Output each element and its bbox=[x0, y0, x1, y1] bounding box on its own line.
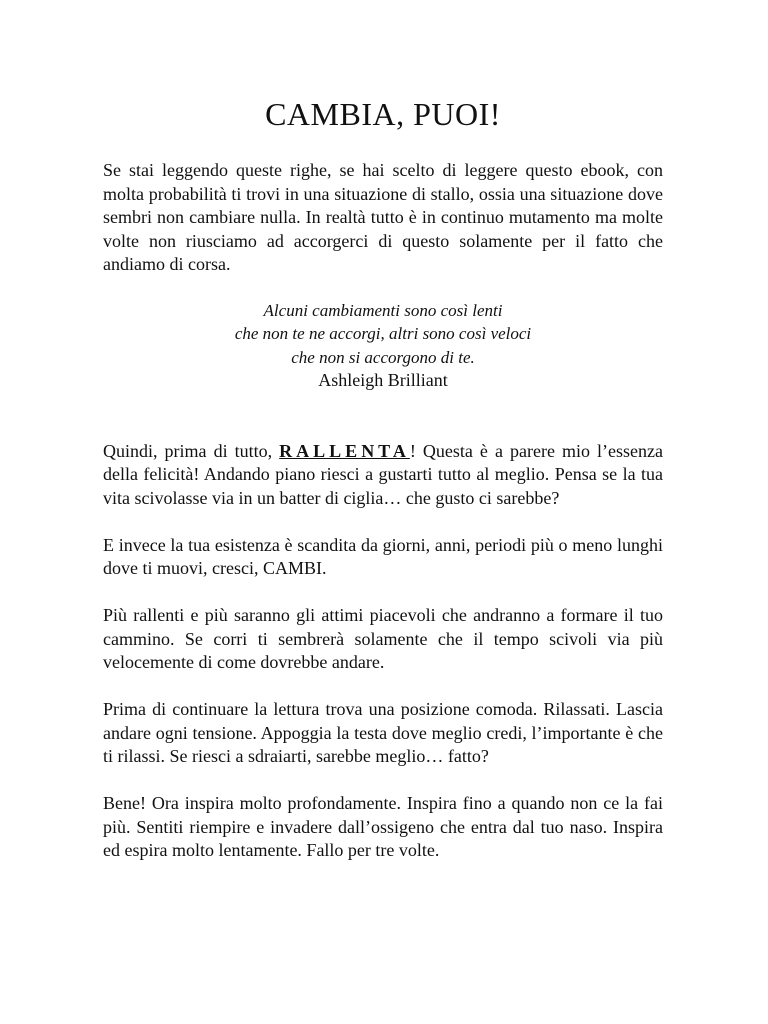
spacer bbox=[103, 769, 663, 793]
intro-paragraph: Se stai leggendo queste righe, se hai scelto di leggere questo ebook, con molta probabilità ti trovi in una situazione di stallo, ossia una situazione dove sembri non cambiare nulla. In realtà tutto è in continuo mutamento ma molte volte non riusciamo ad accorgerci di questo solamente per il fatto che andiamo di corsa. bbox=[103, 160, 663, 274]
page-title: CAMBIA, PUOI! bbox=[265, 96, 501, 132]
quote-block bbox=[103, 299, 663, 393]
paragraph-rallenta bbox=[103, 440, 663, 511]
spacer bbox=[103, 510, 663, 534]
paragraph-text: ! Questa è a parere mio l’essenza della felicità! Andando piano riesci a gustarti tutto al meglio. Pensa se la tua vita scivolasse via in un batter di ciglia… che gusto ci sarebbe? bbox=[103, 440, 663, 508]
spacer bbox=[103, 581, 663, 605]
spacer bbox=[103, 675, 663, 699]
quote-line: che non si accorgono di te. bbox=[291, 347, 475, 367]
spacer bbox=[103, 393, 663, 440]
paragraph-posizione: Prima di continuare la lettura trova una posizione comoda. Rilassati. Lascia andare ogni tensione. Appoggia la testa dove meglio credi, l’importante è che ti rilassi. Se riesci a sdraiarti, sarebbe meglio… fatto? bbox=[103, 699, 663, 766]
emphasis-word: RALLENTA bbox=[279, 440, 410, 461]
quote-line: che non te ne accorgi, altri sono così veloci bbox=[234, 324, 532, 343]
paragraph-rallenti: Più rallenti e più saranno gli attimi piacevoli che andranno a formare il tuo cammino. Se corri ti sembrerà solamente che il tempo scivoli via più velocemente di come dovrebbe andare. bbox=[103, 605, 663, 672]
quote-author: Ashleigh Brilliant bbox=[318, 370, 448, 390]
document-page bbox=[103, 96, 663, 863]
paragraph-esistenza: E invece la tua esistenza è scandita da giorni, anni, periodi più o meno lunghi dove ti muovi, cresci, CAMBI. bbox=[103, 534, 663, 578]
quote-line: Alcuni cambiamenti sono così lenti bbox=[263, 300, 503, 320]
paragraph-respira: Bene! Ora inspira molto profondamente. Inspira fino a quando non ce la fai più. Sentiti riempire e invadere dall’ossigeno che entra dal tuo naso. Inspira ed espira molto lentamente. Fallo per tre volte. bbox=[103, 793, 663, 860]
paragraph-text: Quindi, prima di tutto, bbox=[103, 440, 280, 461]
